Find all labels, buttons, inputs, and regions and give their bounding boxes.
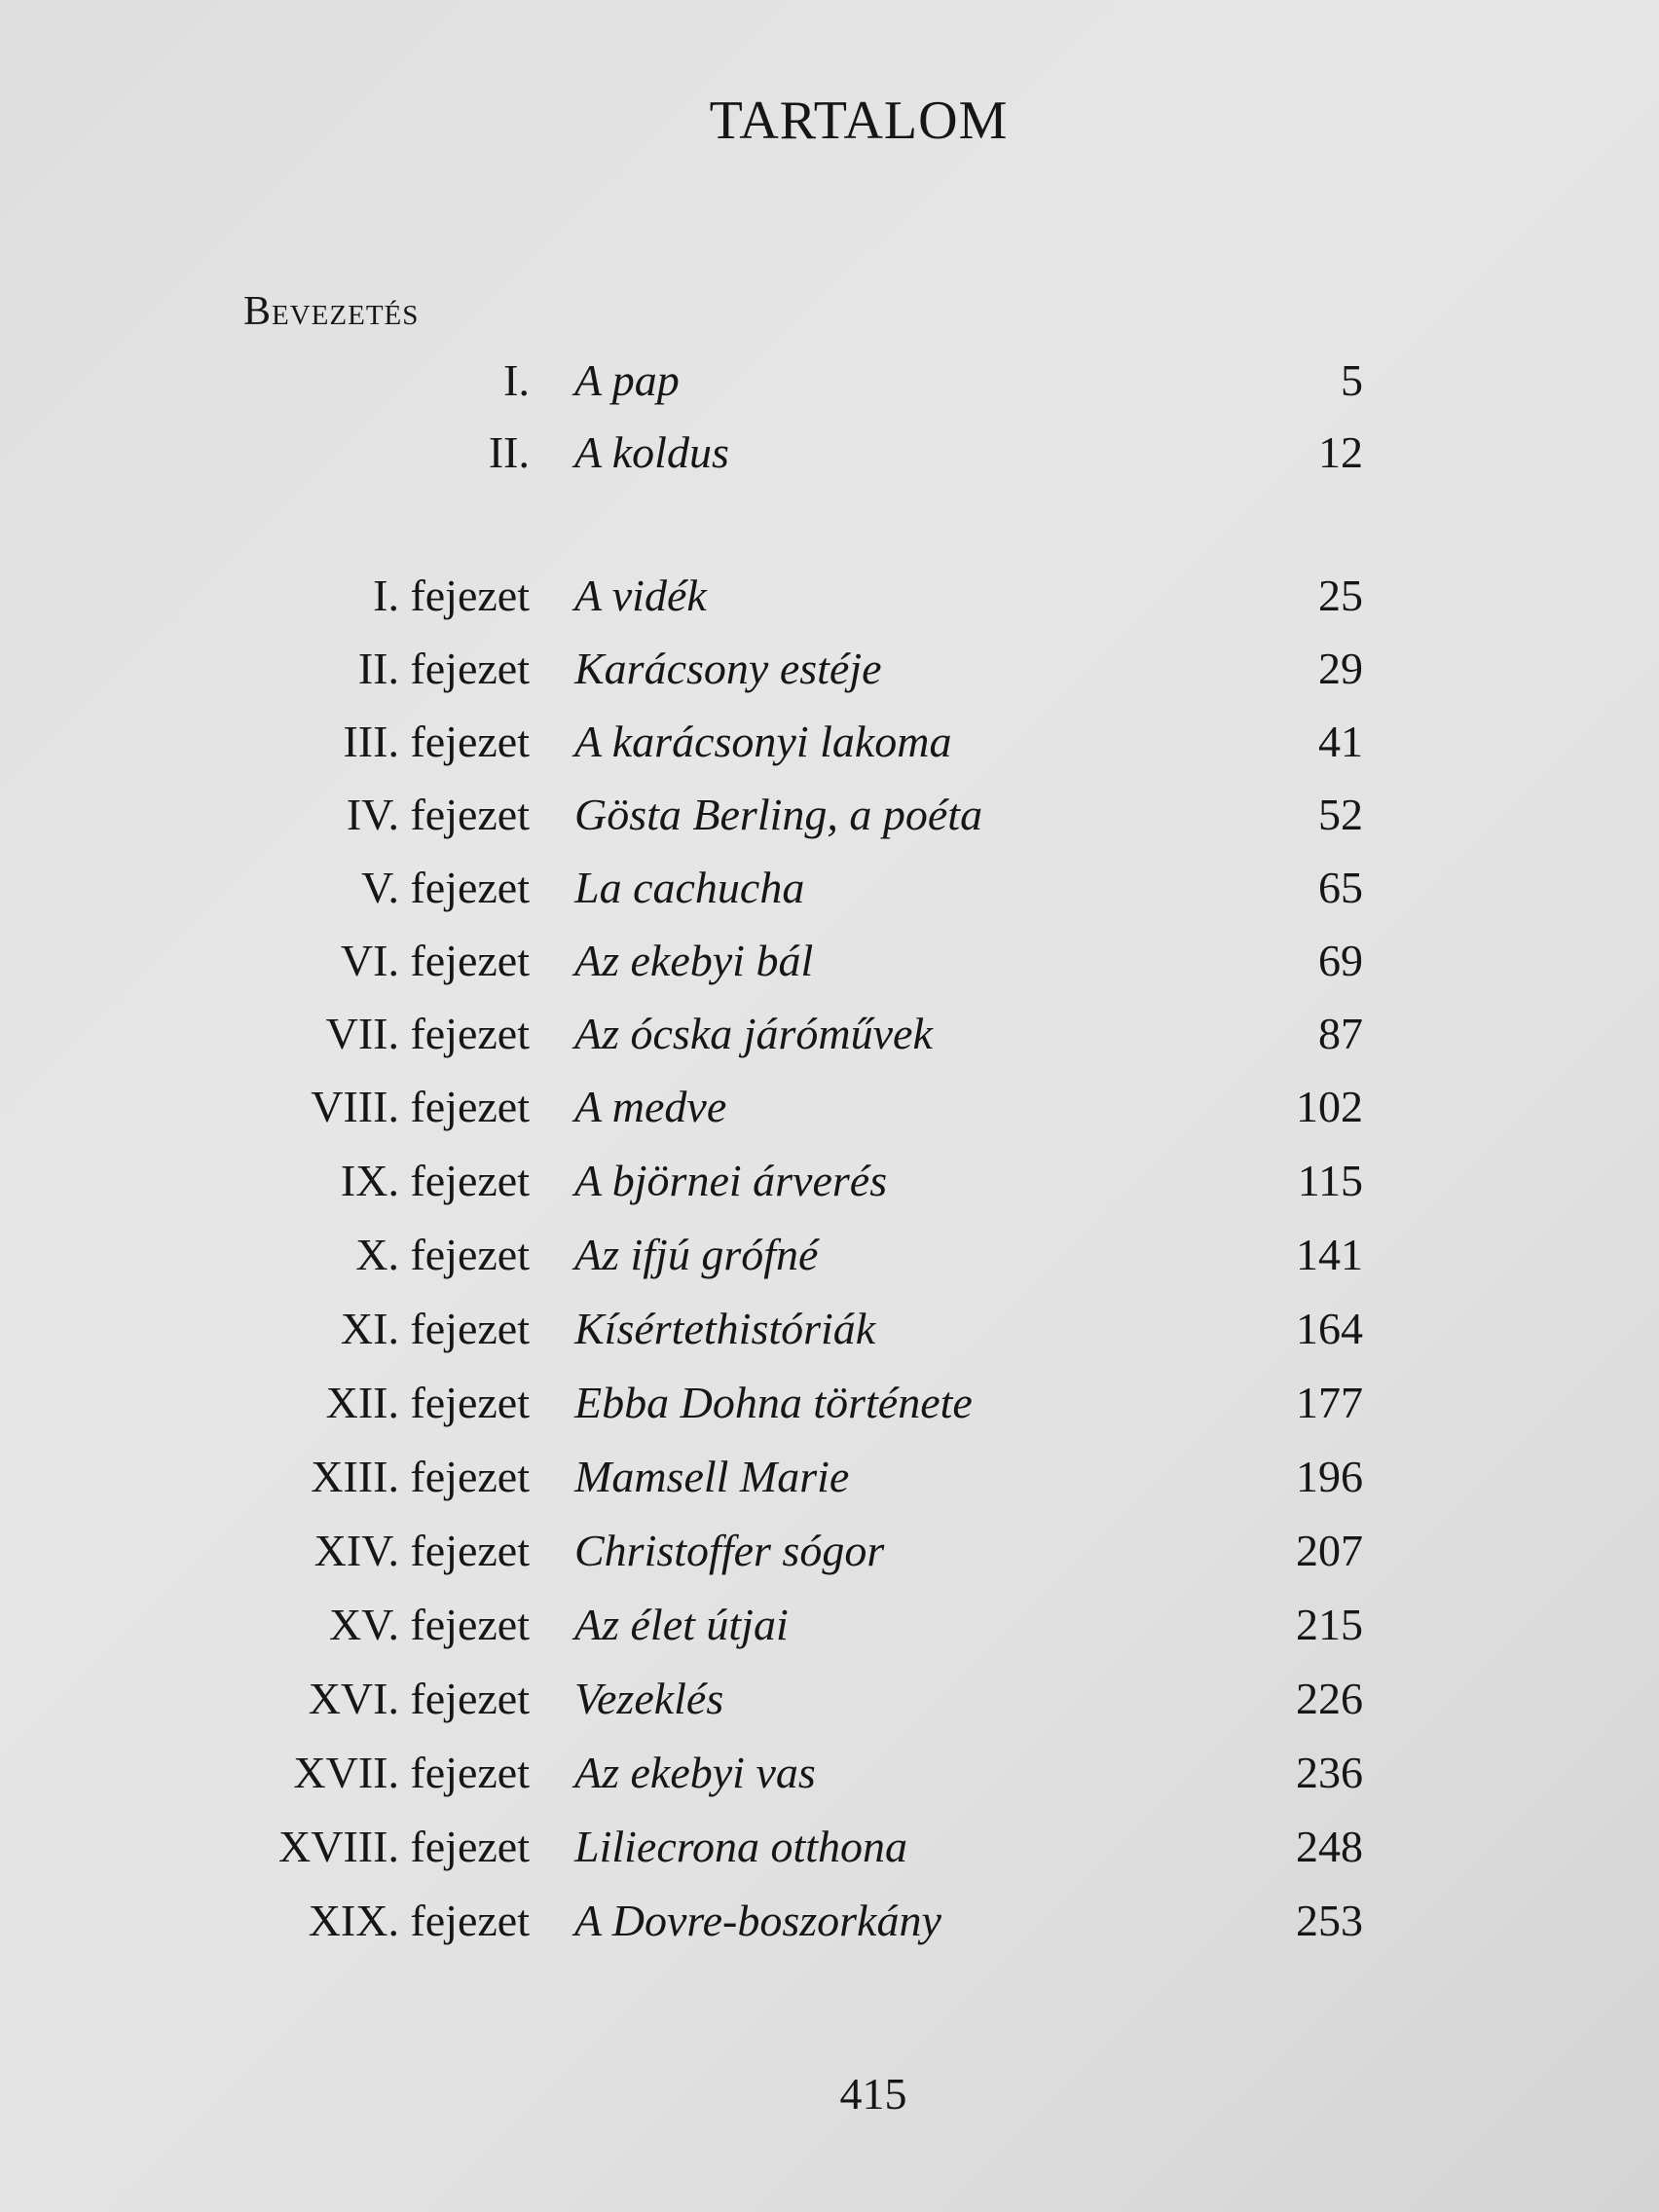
toc-entry-title: A karácsonyi lakoma [574,717,952,766]
toc-entry [0,1747,1659,1805]
toc-entry-title: Kísértethistóriák [574,1304,876,1353]
toc-entry-label: XVIII. fejezet [278,1822,530,1871]
toc-entry-label: IV. fejezet [346,790,530,839]
toc-entry [0,1155,1659,1213]
toc-entry-label: V. fejezet [361,863,530,912]
toc-entry-page: 65 [1318,863,1363,912]
toc-entry-page: 164 [1296,1304,1363,1353]
toc-entry-title: Karácsony estéje [574,644,882,693]
toc-entry [0,1895,1659,1953]
toc-entry-label: X. fejezet [355,1230,530,1279]
toc-entry-label: II. fejezet [357,644,530,693]
toc-entry-title: A koldus [574,427,729,477]
toc-entry-title: A pap [574,355,680,405]
toc-entry [0,1008,1659,1066]
toc-entry-label: VI. fejezet [340,936,530,985]
toc-entry-title: Az élet útjai [574,1600,789,1649]
toc-entry-label: I. [503,355,530,405]
toc-entry-label: XI. fejezet [340,1304,530,1353]
toc-entry [0,1451,1659,1509]
toc-entry-page: 226 [1296,1674,1363,1723]
toc-entry-label: XIII. fejezet [311,1452,530,1501]
toc-entry [0,643,1659,701]
toc-entry [0,1673,1659,1731]
toc-entry-title: Az ekebyi vas [574,1748,816,1797]
toc-entry-page: 5 [1341,355,1363,405]
toc-entry-title: A medve [574,1082,727,1131]
toc-entry-page: 12 [1318,427,1363,477]
toc-entry [0,570,1659,628]
toc-entry-title: Az ekebyi bál [574,936,814,985]
toc-entry-label: XV. fejezet [328,1600,530,1649]
toc-entry [0,716,1659,774]
toc-entry-label: IX. fejezet [340,1156,530,1205]
toc-entry-page: 207 [1296,1526,1363,1575]
toc-entry-page: 69 [1318,936,1363,985]
toc-entry-label: VIII. fejezet [311,1082,530,1131]
toc-entry-title: A vidék [574,571,707,620]
toc-entry [0,862,1659,920]
toc-entry-title: La cachucha [574,863,805,912]
toc-entry-page: 102 [1296,1082,1363,1131]
toc-entry-title: Az ifjú grófné [574,1230,819,1279]
toc-entry-page: 177 [1296,1378,1363,1427]
toc-entry-title: Christoffer sógor [574,1526,885,1575]
toc-entry [0,426,1659,485]
toc-entry-title: Vezeklés [574,1674,724,1723]
toc-entry-label: II. [488,427,530,477]
toc-entry [0,935,1659,993]
toc-entry-title: A björnei árverés [574,1156,888,1205]
toc-entry-page: 29 [1318,644,1363,693]
toc-entry [0,1081,1659,1139]
toc-entry-title: Ebba Dohna története [574,1378,973,1427]
toc-entry-label: I. fejezet [373,571,530,620]
toc-entry-label: III. fejezet [343,717,530,766]
toc-entry-page: 253 [1296,1896,1363,1945]
toc-entry-page: 41 [1318,717,1363,766]
page-number: 415 [839,2069,907,2119]
toc-entry-title: Az ócska járóművek [574,1009,933,1058]
toc-entry-label: XVI. fejezet [308,1674,530,1723]
toc-entry [0,1229,1659,1287]
toc-entry-title: Mamsell Marie [574,1452,850,1501]
toc-entry-title: A Dovre-boszorkány [574,1896,941,1945]
toc-entry [0,1377,1659,1435]
section-heading: Bevezetés [243,289,420,334]
toc-entry-page: 248 [1296,1822,1363,1871]
toc-entry [0,1525,1659,1583]
toc-entry-page: 236 [1296,1748,1363,1797]
toc-entry-label: XII. fejezet [325,1378,530,1427]
toc-entry-page: 215 [1296,1600,1363,1649]
toc-entry-title: Gösta Berling, a poéta [574,790,983,839]
toc-entry [0,1821,1659,1879]
toc-entry-page: 196 [1296,1452,1363,1501]
toc-entry [0,1599,1659,1657]
toc-entry-label: XIV. fejezet [313,1526,530,1575]
toc-entry [0,789,1659,847]
toc-entry-title: Liliecrona otthona [574,1822,908,1871]
toc-entry-label: XVII. fejezet [293,1748,530,1797]
toc-entry-label: XIX. fejezet [308,1896,530,1945]
toc-entry-label: VII. fejezet [325,1009,530,1058]
page-title: TARTALOM [709,91,1009,151]
toc-entry [0,1303,1659,1361]
toc-entry-page: 115 [1297,1156,1363,1205]
toc-entry-page: 141 [1296,1230,1363,1279]
toc-entry-page: 87 [1318,1009,1363,1058]
toc-entry-page: 52 [1318,790,1363,839]
toc-entry [0,354,1659,413]
toc-entry-page: 25 [1318,571,1363,620]
